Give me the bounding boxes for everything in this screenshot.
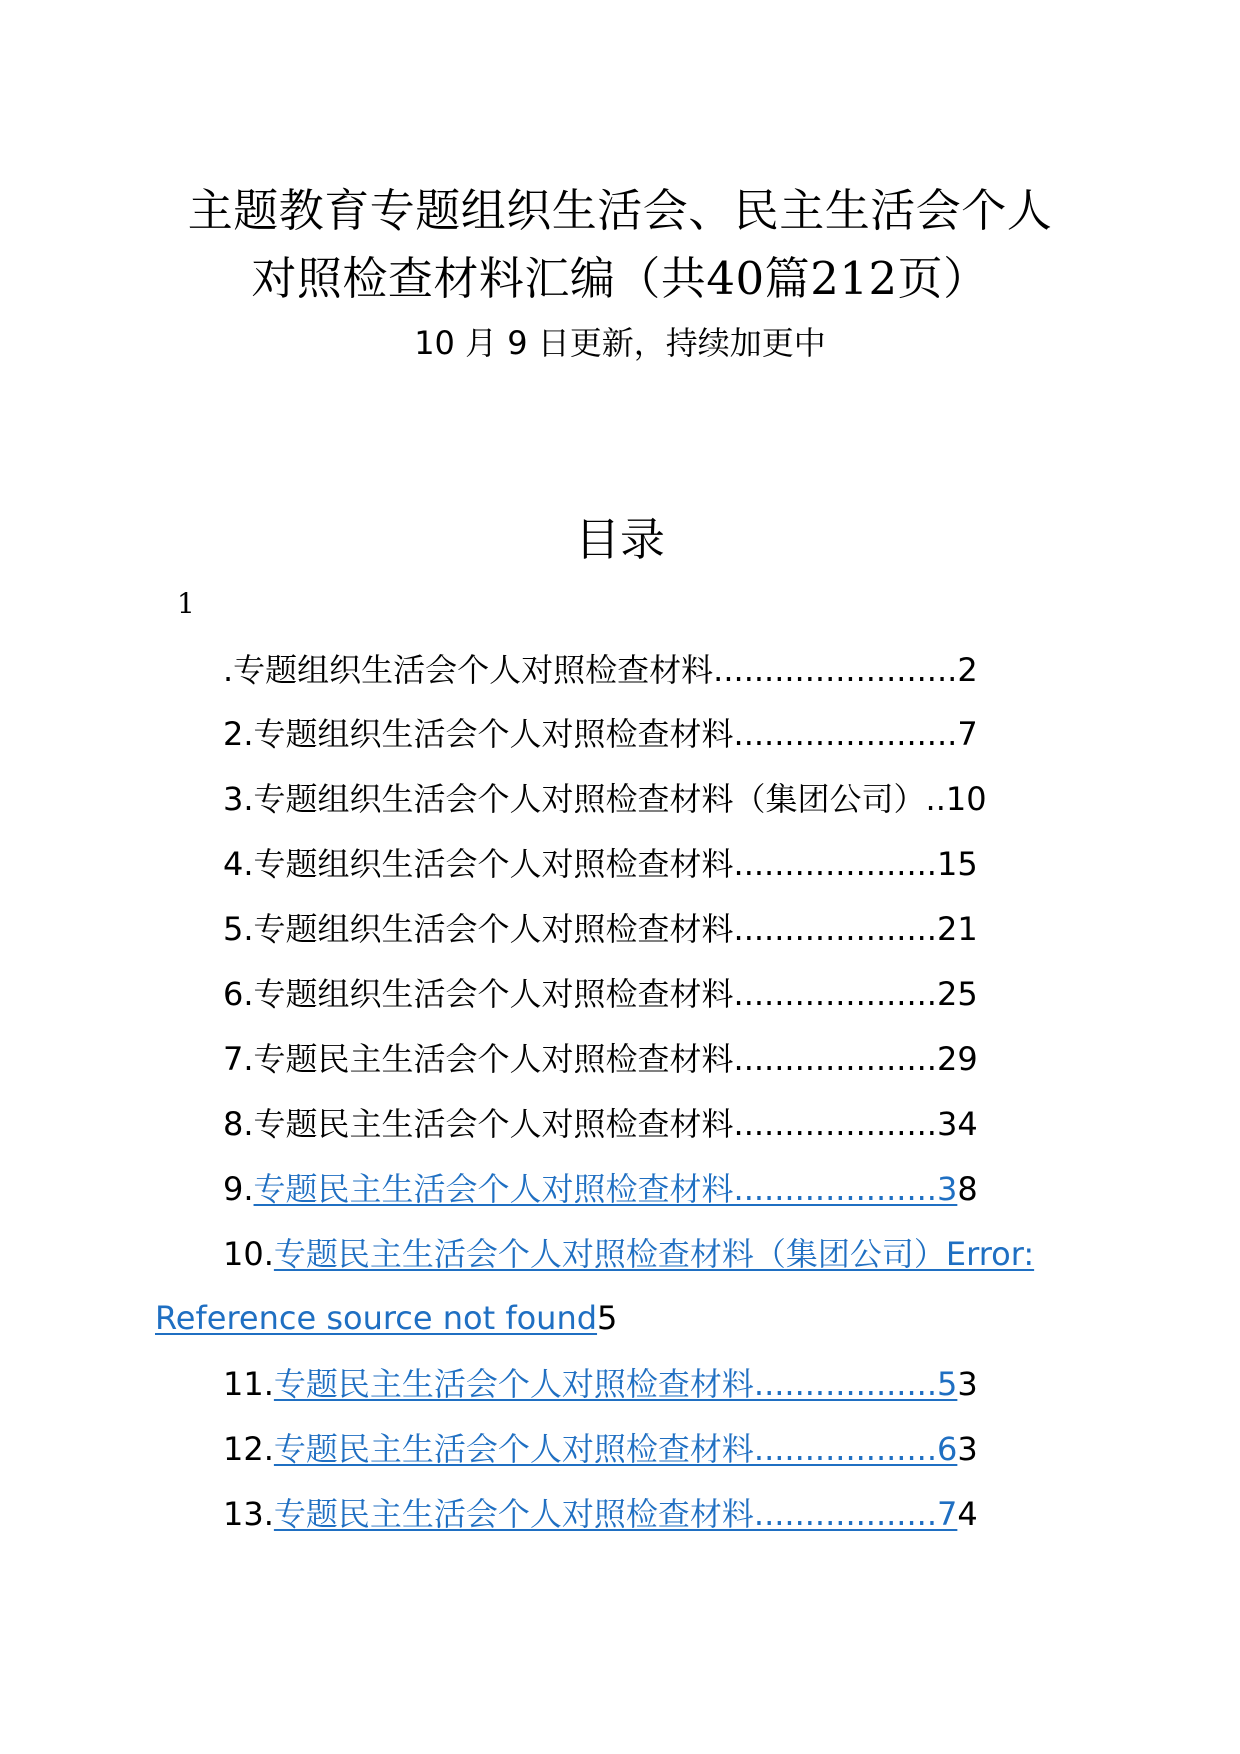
toc-entry-link[interactable] [223,1492,1023,1536]
toc-entry-error-continued[interactable] [155,1296,1175,1340]
toc-entry-text: 专题民主生活会个人对照检查材料.................. [273,1495,937,1533]
toc-entry-page: 5 [597,1299,618,1337]
toc-entry-page: 3 [957,1365,978,1403]
toc-entry-number: 5. [223,910,254,948]
toc-entry[interactable] [223,1102,1023,1146]
toc-entry-page: 2 [957,651,978,689]
toc-entry-page: 25 [936,975,978,1013]
toc-entry-hyperlink[interactable] [274,1365,957,1403]
toc-entry-text: 专题组织生活会个人对照检查材料.................... [253,910,937,948]
update-note: 10 月 9 日更新，持续加更中 [414,324,826,362]
title-text-part: 页） [897,252,989,305]
toc-entry[interactable] [223,777,1023,821]
toc-entry-number: 8. [223,1105,254,1143]
toc-entry-page: 3 [957,1430,978,1468]
toc-entry-page-linked: 5 [937,1365,958,1403]
toc-entry-number: 11. [223,1365,274,1403]
toc-entry-text: 专题组织生活会个人对照检查材料.................... [253,845,937,883]
toc-entry-page: 7 [957,715,978,753]
toc-entry-error[interactable] [155,1232,1175,1276]
toc-entry-page: 4 [957,1495,978,1533]
toc-entry-number: 2. [223,715,254,753]
toc-entry-page: 34 [936,1105,978,1143]
toc-entry-number: 3. [223,780,254,818]
toc-entry-text: 专题民主生活会个人对照检查材料.................... [253,1040,937,1078]
toc-entry-number: 7. [223,1040,254,1078]
toc-entry[interactable] [223,972,1023,1016]
toc-entry[interactable] [223,907,1023,951]
toc-entry-page-linked: 3 [936,1170,958,1208]
toc-entry-text: 专题组织生活会个人对照检查材料.................... [253,975,937,1013]
toc-entry-text: 专题组织生活会个人对照检查材料（集团公司）.. [253,780,946,818]
toc-entry-text: 专题民主生活会个人对照检查材料.................. [273,1365,937,1403]
toc-entry-number: 6. [223,975,254,1013]
toc-entry-link[interactable] [223,1362,1023,1406]
toc-entry-number: 10. [223,1235,274,1273]
toc-entry-number: 13. [223,1495,274,1533]
document-title-line-1: 主题教育专题组织生活会、民主生活会个人 [187,184,1053,237]
toc-entry[interactable] [223,1037,1023,1081]
toc-entry-page: 29 [936,1040,978,1078]
toc-entry-number: 9. [223,1170,254,1208]
toc-entry-link[interactable] [223,1167,1023,1211]
toc-entry-hyperlink[interactable]: 专题民主生活会个人对照检查材料（集团公司）Error: [273,1235,1035,1273]
toc-entry-text: 专题民主生活会个人对照检查材料.................. [273,1430,937,1468]
toc-entry-link[interactable] [223,1427,1023,1471]
title-text-part: 对照检查材料汇编（共 [251,252,707,305]
title-text-part: 篇 [764,252,811,305]
stray-number: 1 [177,587,195,620]
document-title-line-2 [0,246,1240,312]
toc-entry-page-linked: 6 [937,1430,958,1468]
toc-entry-text: 专题组织生活会个人对照检查材料...................... [253,715,958,753]
toc-entry-page: 10 [945,780,987,818]
toc-entry-hyperlink[interactable] [274,1430,957,1468]
toc-entry-hyperlink[interactable] [274,1495,957,1533]
toc-heading: 目录 [574,513,665,566]
error-reference-link[interactable]: Reference source not found [155,1299,598,1337]
toc-entry-number: 4. [223,845,254,883]
toc-entry-text: 专题民主生活会个人对照检查材料.................... [253,1170,937,1208]
toc-entry-number: 12. [223,1430,274,1468]
toc-entry[interactable] [223,842,1023,886]
toc-entry-page: 8 [957,1170,978,1208]
toc-entry-page: 15 [936,845,978,883]
toc-entry[interactable] [223,648,1023,692]
toc-entry-hyperlink[interactable] [254,1170,958,1208]
toc-entry-text: 专题民主生活会个人对照检查材料.................... [253,1105,937,1143]
title-count-pages: 212 [810,252,898,305]
toc-entry-text: .专题组织生活会个人对照检查材料........................ [223,651,958,689]
toc-entry[interactable] [223,712,1023,756]
title-count-articles: 40 [706,252,765,305]
toc-entry-page-linked: 7 [937,1495,958,1533]
toc-entry-page: 21 [936,910,978,948]
